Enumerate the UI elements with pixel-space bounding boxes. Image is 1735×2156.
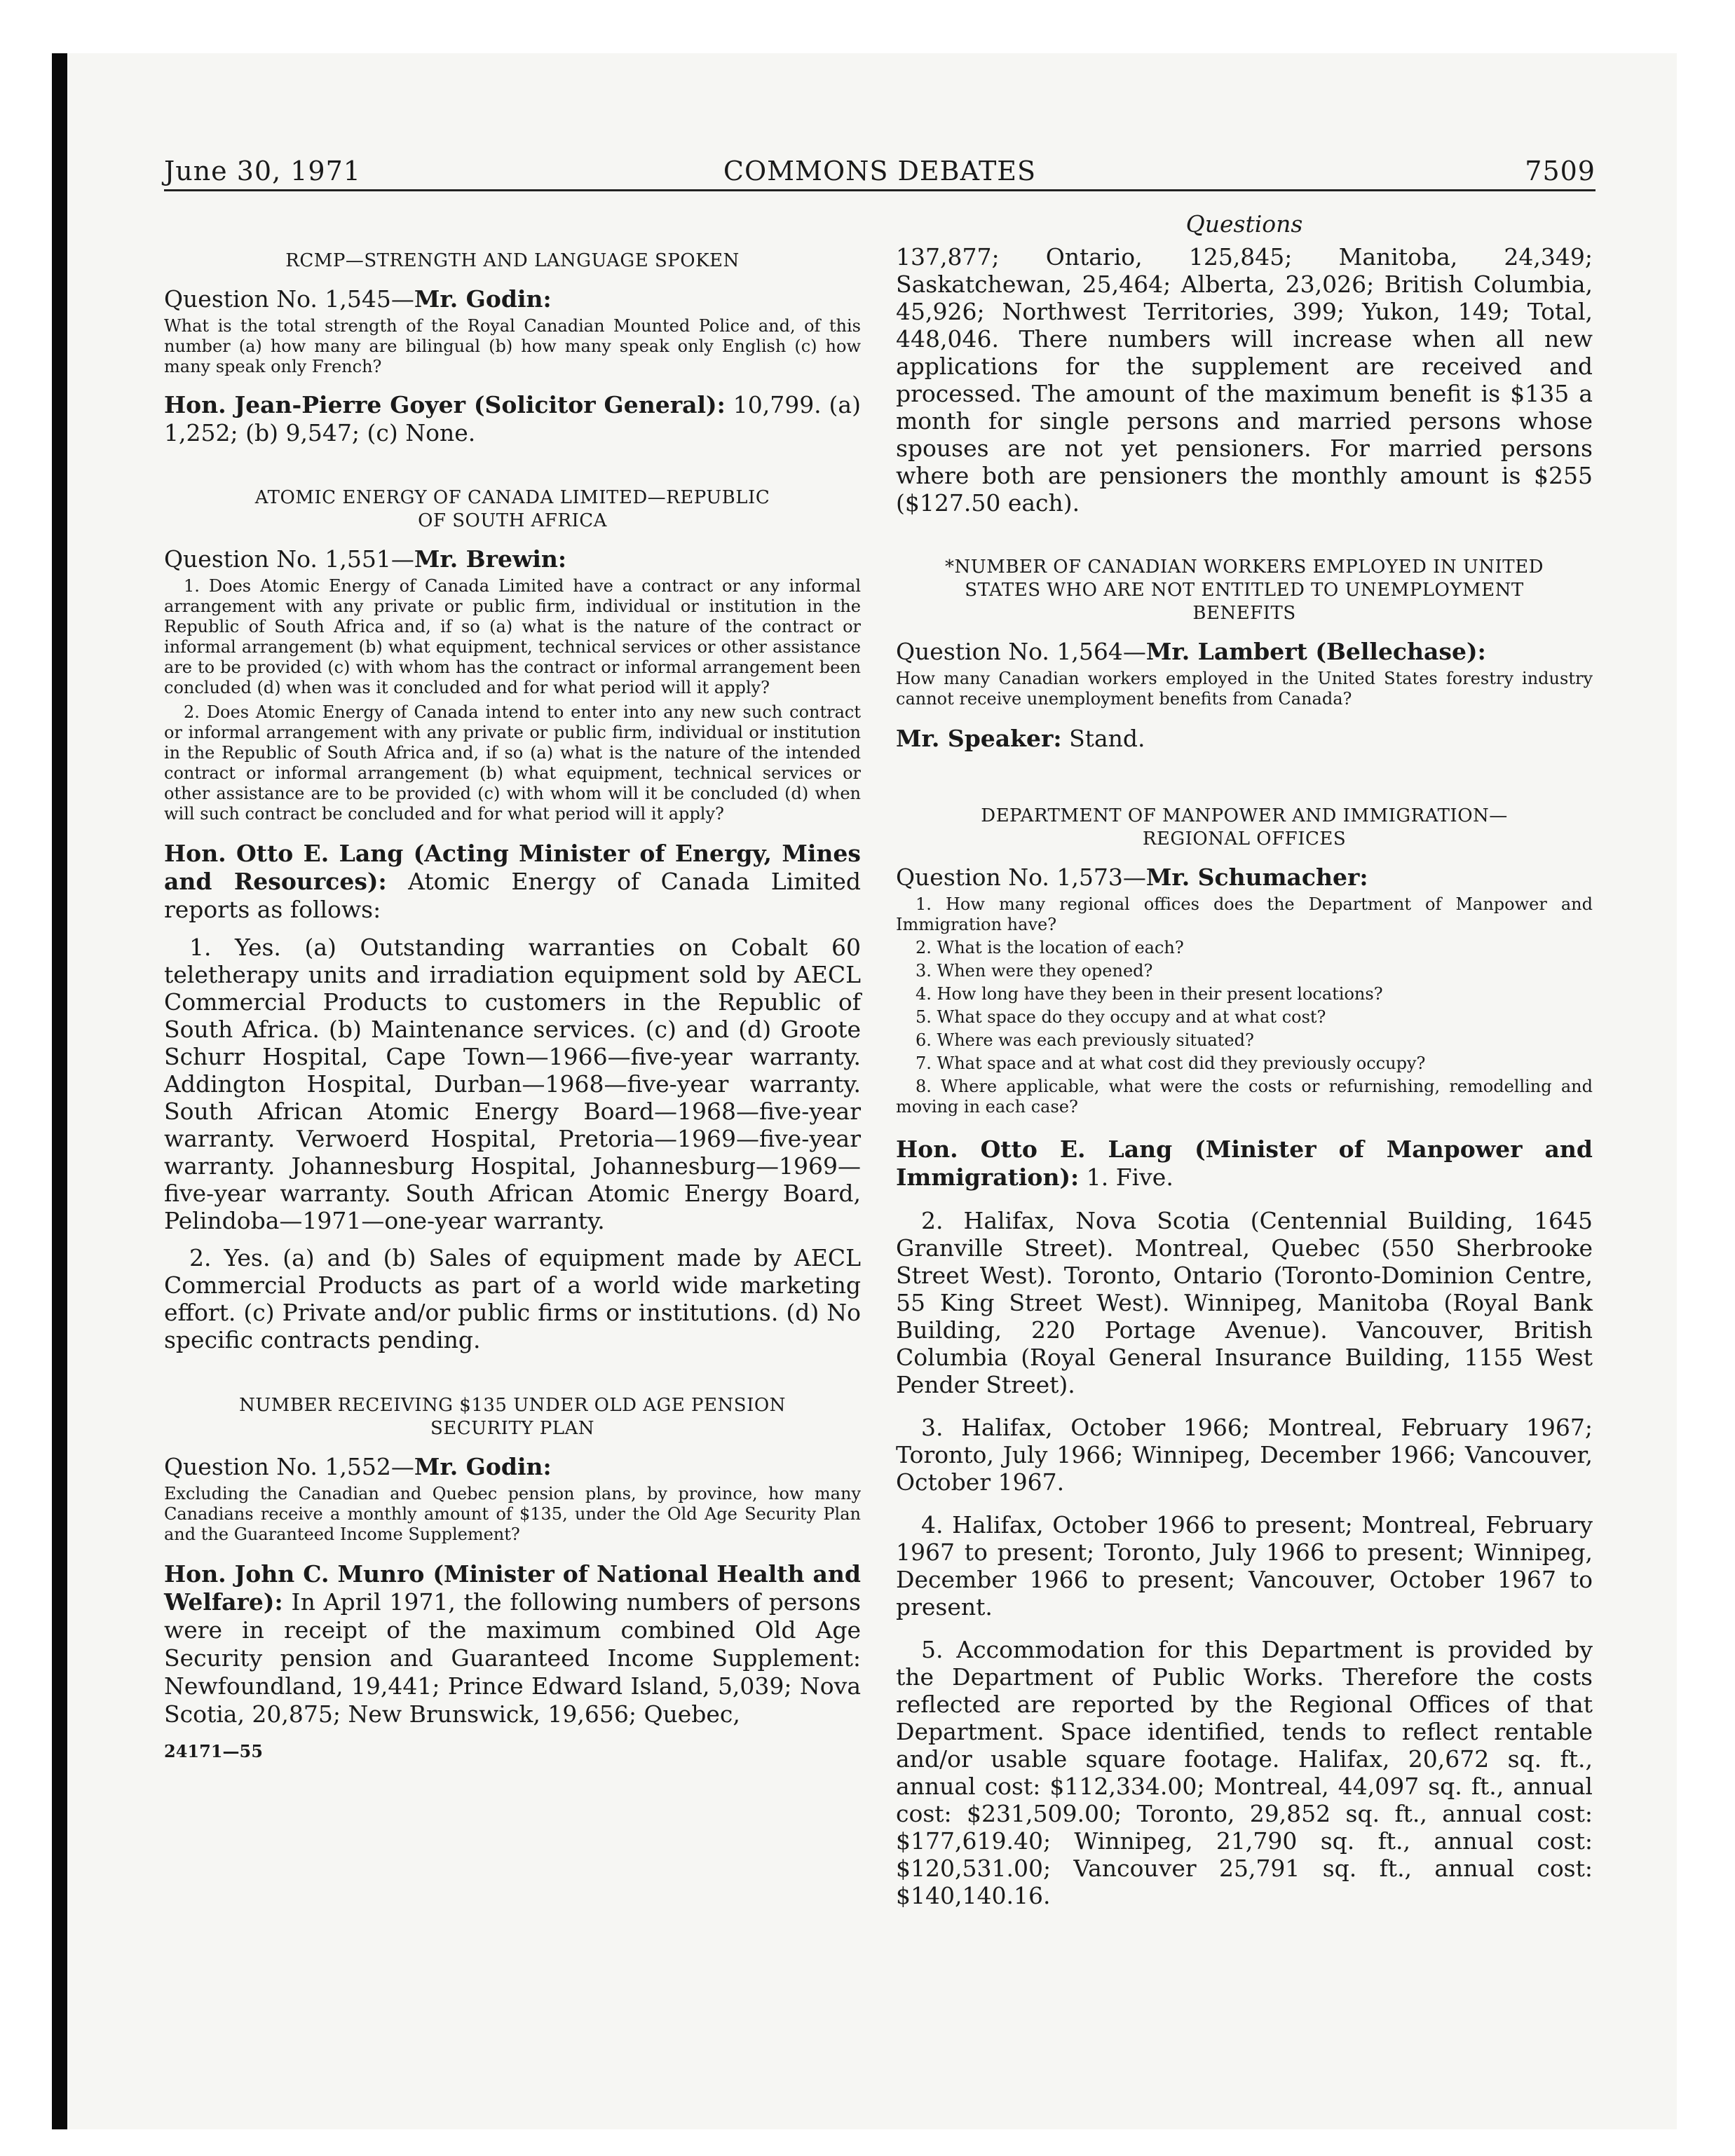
answer-text: In April 1971, the following numbers of persons were in receipt of the maximum combined Old Age Security pension and Guaranteed Income Supplement: Newfoundland, 19,441; Prince Edward Island, 5,039; Nova Scotia, 20,875; New Brunswick, 19,656; Quebec, bbox=[164, 1588, 861, 1728]
question-number-1564 bbox=[896, 638, 1593, 666]
print-code: 24171—55 bbox=[164, 1741, 263, 1761]
answerer-name: Hon. Jean-Pierre Goyer (Solicitor General): bbox=[164, 391, 726, 418]
answer-text: 1. Five. bbox=[1086, 1164, 1173, 1191]
answer-paragraph: 2. Halifax, Nova Scotia (Centennial Building, 1645 Granville Street). Montreal, Quebec (550 Sherbrooke Street West). Toronto, Ontario (Toronto-Dominion Centre, 55 King Street West). Winnipeg, Manitoba (Royal Bank Building, 220 Portage Avenue). Vancouver, British Columbia (Royal General Insurance Building, 1155 West Pender Street). bbox=[896, 1207, 1593, 1398]
question-asker: Mr. Schumacher: bbox=[1145, 864, 1368, 891]
section-heading-line: DEPARTMENT OF MANPOWER AND IMMIGRATION— bbox=[981, 805, 1508, 826]
left-column bbox=[164, 210, 861, 1761]
section-heading-line: OF SOUTH AFRICA bbox=[418, 510, 607, 531]
right-column bbox=[896, 210, 1593, 1909]
answerer-name: Hon. Otto E. Lang (Minister of Manpower and Immigration): bbox=[896, 1135, 1593, 1191]
answer-paragraph: 5. Accommodation for this Department is provided by the Department of Public Works. Therefore the costs reflected are reported by the Regional Offices of that Department. Space identified, tends to reflect rentable and/or usable square footage. Halifax, 20,672 sq. ft., annual cost: $112,334.00; Montreal, 44,097 sq. ft., annual cost: $231,509.00; Toronto, 29,852 sq. ft., annual cost: $177,619.40; Winnipeg, 21,790 sq. ft., annual cost: $120,531.00; Vancouver 25,791 sq. ft., annual cost: $140,140.16. bbox=[896, 1636, 1593, 1909]
answer-paragraph: 2. Yes. (a) and (b) Sales of equipment made by AECL Commercial Products as part of a world wide marketing effort. (c) Private and/or public firms or institutions. (d) No specific contracts pending. bbox=[164, 1244, 861, 1353]
question-number-1545 bbox=[164, 285, 861, 313]
answerer-name: Hon. Otto E. Lang (Acting Minister of Energy, Mines and Resources): bbox=[164, 840, 861, 895]
question-asker: Mr. Brewin: bbox=[414, 545, 567, 573]
question-asker: Mr. Lambert (Bellechase): bbox=[1145, 638, 1486, 665]
answer-text: 10,799. (a) 1,252; (b) 9,547; (c) None. bbox=[164, 391, 861, 446]
header-title: COMMONS DEBATES bbox=[723, 156, 1037, 186]
continuation-paragraph: 137,877; Ontario, 125,845; Manitoba, 24,349; Saskatchewan, 25,464; Alberta, 23,026; British Columbia, 45,926; Northwest Territories, 399; Yukon, 149; Total, 448,046. There numbers will increase when all new applications for the supplement are received and processed. The amount of the maximum benefit is $135 a month for single persons and married persons whose spouses are not yet pensioners. For married persons where both are pensioners the monthly amount is $255 ($127.50 each). bbox=[896, 243, 1593, 517]
question-number-label: Question No. 1,551— bbox=[164, 545, 414, 573]
answer-paragraph: 4. Halifax, October 1966 to present; Montreal, February 1967 to present; Toronto, July 1966 to present; Winnipeg, December 1966 to present; Vancouver, October 1967 to present. bbox=[896, 1511, 1593, 1621]
question-number-1573 bbox=[896, 864, 1593, 892]
question-text-1564: How many Canadian workers employed in the United States forestry industry cannot receive unemployment benefits from Canada? bbox=[896, 669, 1593, 709]
answer-text: Atomic Energy of Canada Limited reports as follows: bbox=[164, 868, 861, 923]
question-number-label: Question No. 1,552— bbox=[164, 1453, 414, 1480]
question-text-1552: Excluding the Canadian and Quebec pension plans, by province, how many Canadians receive a monthly amount of $135, under the Old Age Security Plan and the Guaranteed Income Supplement? bbox=[164, 1484, 861, 1544]
question-item: 7. What space and at what cost did they previously occupy? bbox=[916, 1053, 1426, 1073]
speaker-response bbox=[896, 725, 1593, 753]
answer-paragraph: 1. Yes. (a) Outstanding warranties on Cobalt 60 teletherapy units and irradiation equipment sold by AECL Commercial Products to customers in the Republic of South Africa. (b) Maintenance services. (c) and (d) Groote Schurr Hospital, Cape Town—1966—five-year warranty. Addington Hospital, Durban—1968—five-year warranty. South African Atomic Energy Board—1968—five-year warranty. Verwoerd Hospital, Pretoria—1969—five-year warranty. Johannesburg Hospital, Johannesburg—1969—five-year warranty. South African Atomic Energy Board, Pelindoba—1971—one-year warranty. bbox=[164, 934, 861, 1234]
answer-paragraph: 3. Halifax, October 1966; Montreal, February 1967; Toronto, July 1966; Winnipeg, December 1966; Vancouver, October 1967. bbox=[896, 1414, 1593, 1496]
speaker-text: Stand. bbox=[1069, 725, 1145, 752]
section-heading-line: *NUMBER OF CANADIAN WORKERS EMPLOYED IN UNITED bbox=[945, 557, 1544, 578]
section-heading-line: BENEFITS bbox=[1192, 603, 1296, 624]
section-heading-rcmp: RCMP—STRENGTH AND LANGUAGE SPOKEN bbox=[285, 250, 740, 271]
speaker-name: Mr. Speaker: bbox=[896, 725, 1062, 752]
question-item: 8. Where applicable, what were the costs or refurnishing, remodelling and moving in each case? bbox=[896, 1077, 1593, 1117]
section-heading-line: SECURITY PLAN bbox=[430, 1418, 594, 1439]
header-page-number: 7509 bbox=[1525, 156, 1595, 186]
answer-1545 bbox=[164, 391, 861, 447]
section-heading-manpower bbox=[896, 805, 1593, 851]
page-header bbox=[164, 154, 1595, 191]
question-number-1551 bbox=[164, 545, 861, 573]
question-item: 4. How long have they been in their present locations? bbox=[916, 984, 1383, 1004]
section-heading-line: REGIONAL OFFICES bbox=[1142, 828, 1347, 850]
question-item: 3. When were they opened? bbox=[916, 961, 1153, 981]
question-number-1552 bbox=[164, 1453, 861, 1481]
section-heading-old-age bbox=[164, 1394, 861, 1440]
header-date: June 30, 1971 bbox=[164, 156, 361, 186]
answer-1573 bbox=[896, 1135, 1593, 1192]
answerer-name: Hon. John C. Munro (Minister of National Health and Welfare): bbox=[164, 1560, 861, 1616]
section-heading-line: ATOMIC ENERGY OF CANADA LIMITED—REPUBLIC bbox=[254, 487, 770, 508]
question-item: 1. Does Atomic Energy of Canada Limited have a contract or any informal arrangement with any private or public firm, individual or institution in the Republic of South Africa and, if so (a) what is the nature of the contract or informal arrangement (b) what equipment, technical services or other assistance are to be provided (c) with whom has the contract or informal arrangement been concluded (d) when was it concluded and for what period will it apply? bbox=[164, 576, 861, 697]
question-number-label: Question No. 1,573— bbox=[896, 864, 1146, 891]
question-number-label: Question No. 1,545— bbox=[164, 285, 414, 313]
question-item: 2. Does Atomic Energy of Canada intend to enter into any new such contract or informal arrangement with any private or public firm, individual or institution in the Republic of South Africa and, if so (a) what is the nature of the intended contract or informal arrangement (b) what equipment, technical services or other assistance are to be provided (c) with whom will it be concluded (d) when will such contract be concluded and for what period will it apply? bbox=[164, 702, 861, 824]
question-asker: Mr. Godin: bbox=[414, 285, 552, 313]
running-head: Questions bbox=[1185, 210, 1303, 238]
section-heading-workers bbox=[896, 556, 1593, 625]
answer-1551 bbox=[164, 840, 861, 924]
answer-1552 bbox=[164, 1560, 861, 1728]
section-heading-line: NUMBER RECEIVING $135 UNDER OLD AGE PENSION bbox=[239, 1395, 786, 1416]
question-item: 6. Where was each previously situated? bbox=[916, 1030, 1254, 1050]
section-heading-line: STATES WHO ARE NOT ENTITLED TO UNEMPLOYMENT bbox=[965, 580, 1524, 601]
question-item: 2. What is the location of each? bbox=[916, 938, 1184, 957]
question-number-label: Question No. 1,564— bbox=[896, 638, 1146, 665]
section-heading-aecl bbox=[164, 486, 861, 533]
question-item: 5. What space do they occupy and at what cost? bbox=[916, 1007, 1326, 1027]
question-item: 1. How many regional offices does the Department of Manpower and Immigration have? bbox=[896, 894, 1593, 934]
scan-edge-bar bbox=[52, 53, 67, 2129]
question-text-1545: What is the total strength of the Royal Canadian Mounted Police and, of this number (a) how many are bilingual (b) how many speak only English (c) how many speak only French? bbox=[164, 316, 861, 376]
question-asker: Mr. Godin: bbox=[414, 1453, 552, 1480]
